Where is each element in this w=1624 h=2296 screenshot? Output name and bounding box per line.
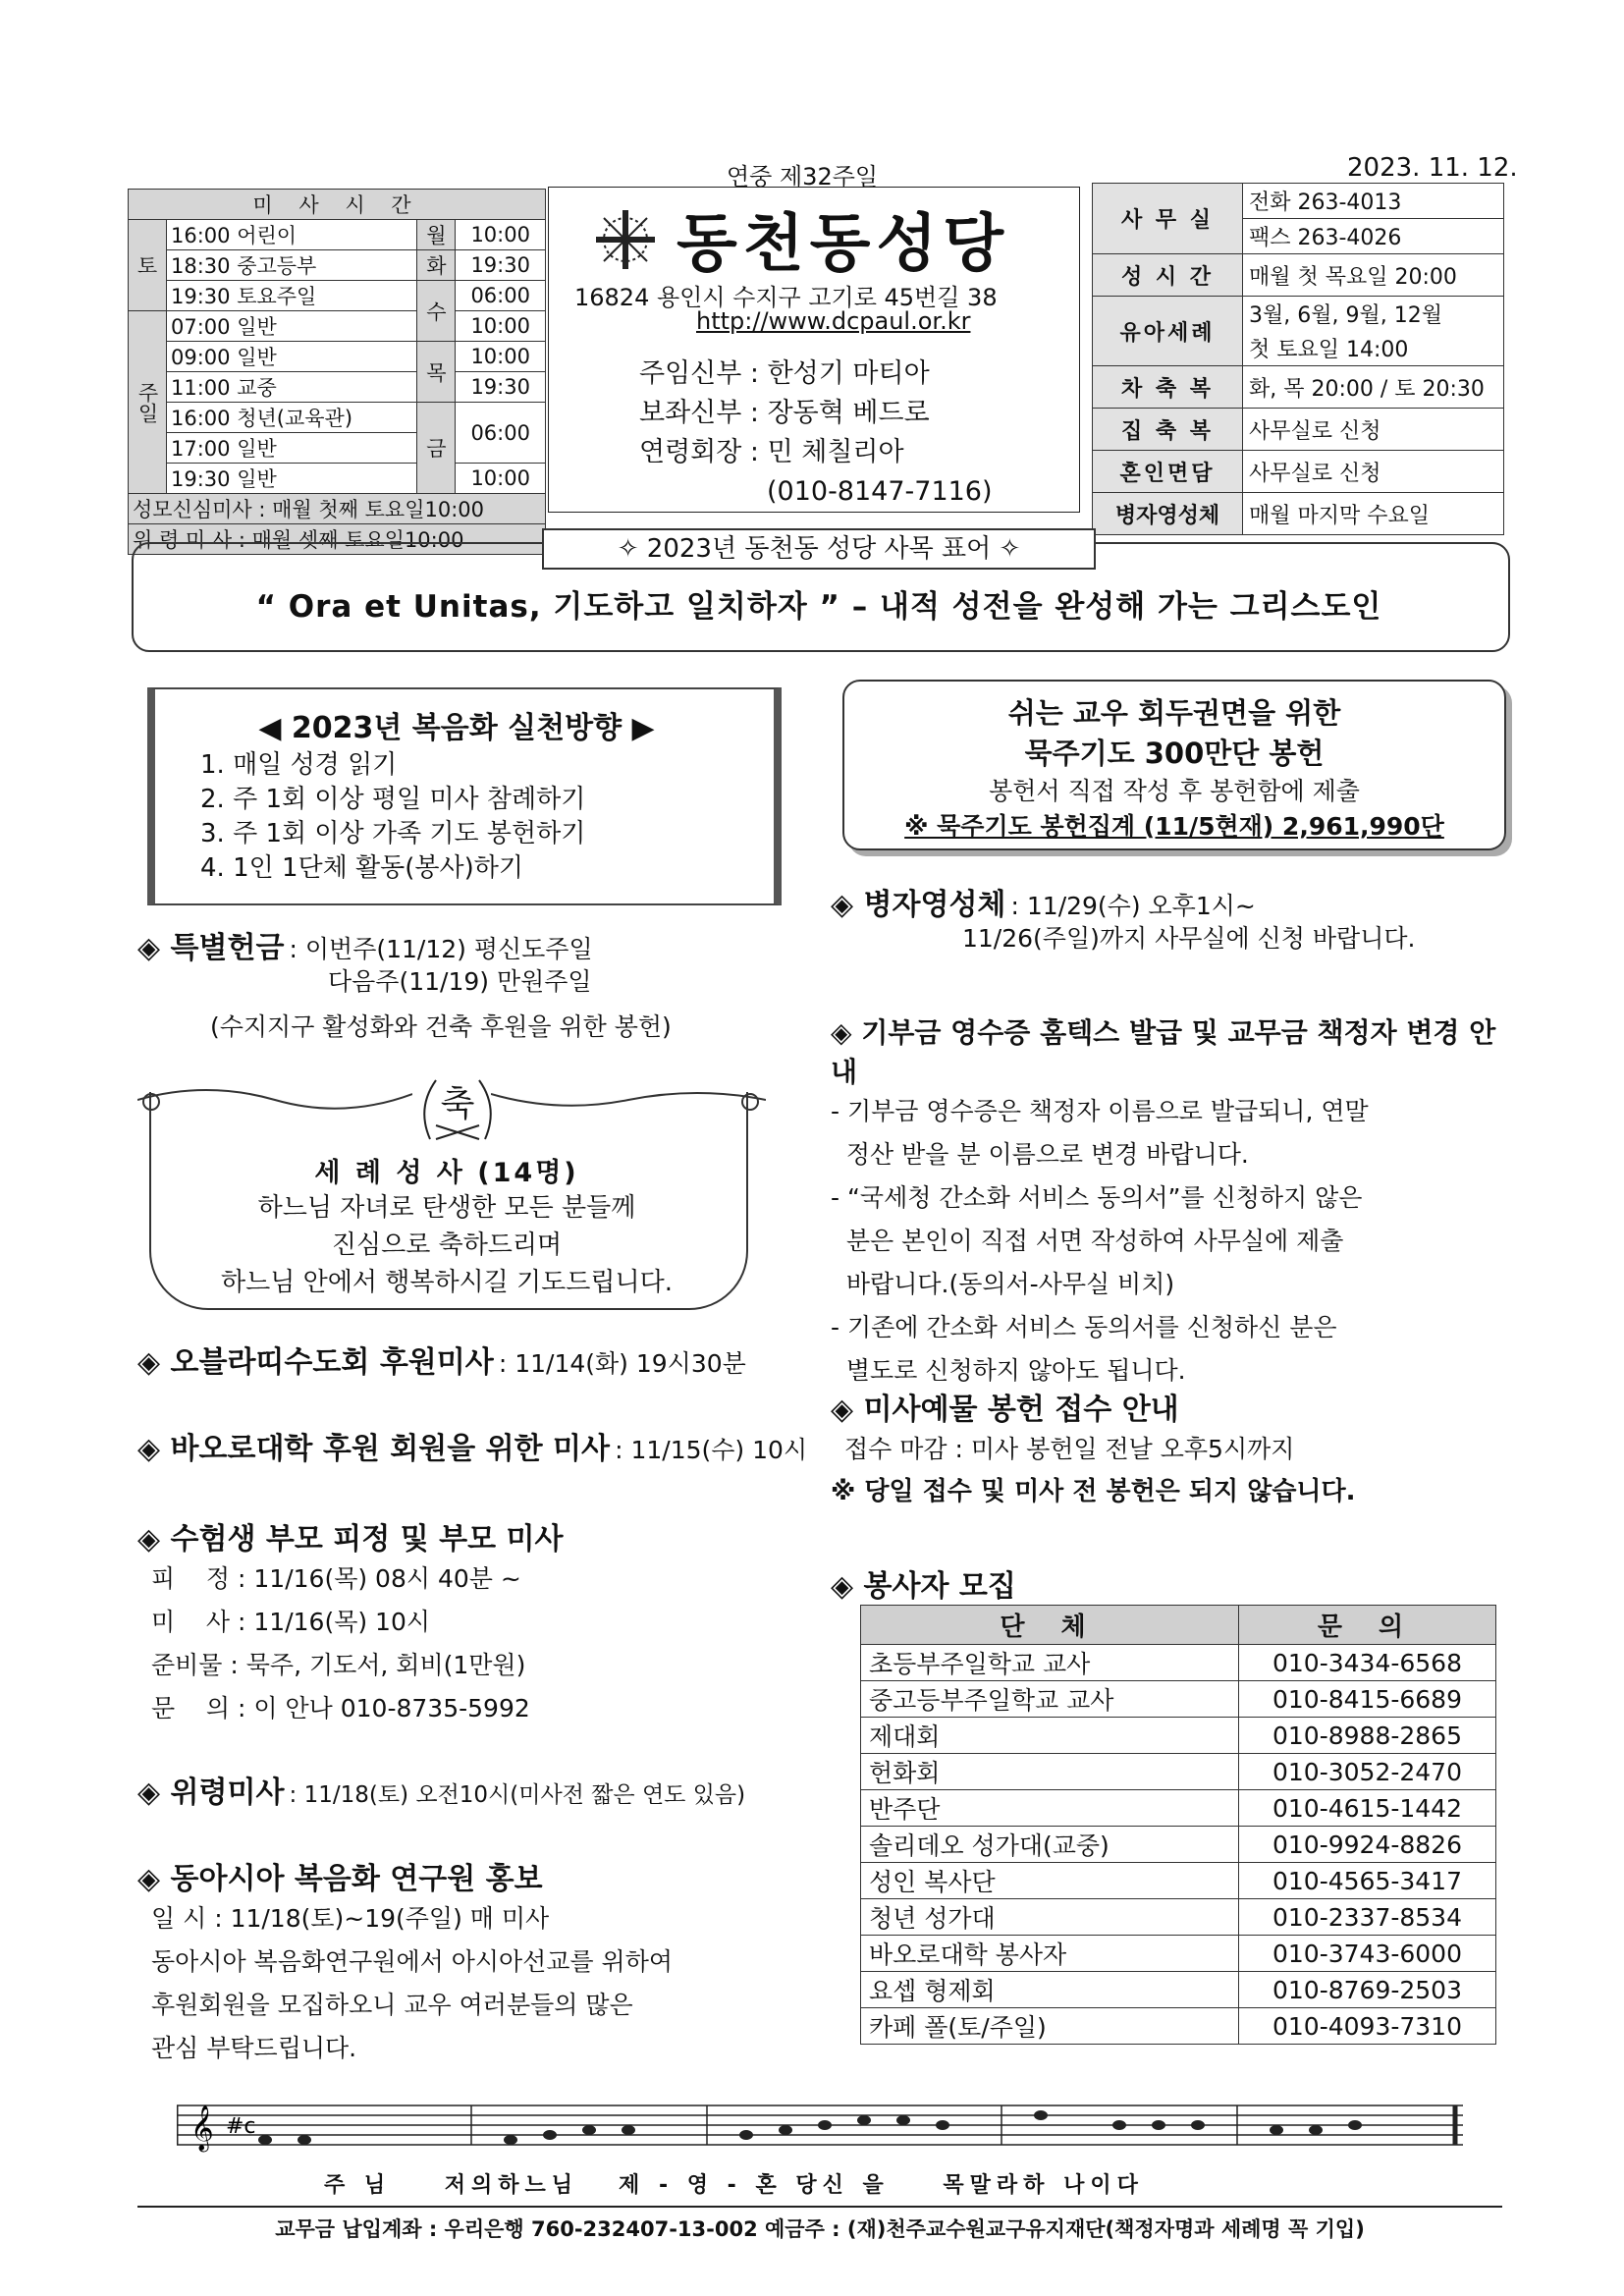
motto-text: “ Ora et Unitas, 기도하고 일치하자 ” – 내적 성전을 완성해 가는 그리스도인 <box>255 589 1382 625</box>
volunteer-phone: 010-4615-1442 <box>1239 1790 1496 1827</box>
week-label: 연중 제32주일 <box>727 163 879 191</box>
baptism-line: 하느님 안에서 행복하시길 기도드립니다. <box>220 1268 674 1297</box>
office-label: 혼인면담 <box>1093 451 1243 493</box>
oblate-title: ◈ 오블라띠수도회 후원미사 <box>137 1345 494 1380</box>
east-asia-section <box>137 1854 673 2070</box>
table-row <box>861 1899 1496 1936</box>
volunteers-table <box>860 1605 1496 2045</box>
table-row <box>861 1972 1496 2008</box>
exam-line: 문 의 : 이 안나 010-8735-5992 <box>151 1694 530 1722</box>
exam-title: ◈ 수험생 부모 피정 및 부모 미사 <box>137 1522 564 1557</box>
parish-address: 16824 용인시 수지구 고기로 45번길 38 <box>574 284 998 311</box>
sat-mass: 16:00 어린이 <box>167 220 417 250</box>
parish-header-box <box>548 187 1080 513</box>
sunday-label: 주일 <box>129 311 167 494</box>
rosary-line1: 쉬는 교우 회두권면을 위한 <box>1007 696 1341 730</box>
list-item: 3. 주 1회 이상 가족 기도 봉헌하기 <box>200 819 586 848</box>
exam-section <box>137 1514 564 1730</box>
clergy-list: 주임신부 : 한성기 마티아 보좌신부 : 장동혁 베드로 연령회장 : 민 체칠리아 (010-8147-7116) <box>639 355 993 512</box>
volunteer-phone: 010-3434-6568 <box>1239 1645 1496 1681</box>
oblate-section <box>137 1338 746 1386</box>
receipt-title: ◈ 기부금 영수증 홈텍스 발급 및 교무금 책정자 변경 안내 <box>831 1016 1496 1088</box>
office-label: 차 축 복 <box>1093 366 1243 409</box>
sick-communion-line2: 11/26(주일)까지 사무실에 신청 바랍니다. <box>962 924 1416 953</box>
mon-time: 10:00 <box>456 220 546 250</box>
volunteers-title: ◈ 봉사자 모집 <box>831 1569 1016 1604</box>
receipt-line: - 기부금 영수증은 책정자 이름으로 발급되니, 연말 <box>831 1097 1369 1125</box>
volunteer-group: 제대회 <box>861 1718 1239 1754</box>
table-row <box>861 1754 1496 1790</box>
baptism-badge: 축 <box>440 1084 475 1124</box>
office-value: 3월, 6월, 9월, 12월 <box>1243 297 1504 332</box>
mass-offering-section <box>831 1385 1356 1507</box>
footer-account: 교무금 납입계좌 : 우리은행 760-232407-13-002 예금주 : (재)천주교수원교구유지재단(책정자명과 세례명 꼭 기입) <box>275 2217 1365 2241</box>
svg-text:#c: #c <box>226 2114 256 2139</box>
volunteer-phone: 010-8988-2865 <box>1239 1718 1496 1754</box>
mass-offering-line2: ※ 당일 접수 및 미사 전 봉헌은 되지 않습니다. <box>831 1477 1356 1506</box>
office-value: 화, 목 20:00 / 토 20:30 <box>1243 366 1504 409</box>
office-label: 병자영성체 <box>1093 493 1243 535</box>
office-value: 팩스 263-4026 <box>1243 219 1504 254</box>
special-offering-title: ◈ 특별헌금 <box>137 931 285 965</box>
requiem-section <box>137 1768 745 1811</box>
paul-univ-section <box>137 1424 807 1472</box>
receipt-line: 바랍니다.(동의서-사무실 비치) <box>831 1270 1175 1298</box>
motto-title: ✧ 2023년 동천동 성당 사목 표어 ✧ <box>542 528 1096 570</box>
volunteer-phone: 010-3743-6000 <box>1239 1936 1496 1972</box>
sun-mass: 19:30 일반 <box>167 464 417 494</box>
east-asia-line: 동아시아 복음화연구원에서 아시아선교를 위하여 <box>151 1947 673 1976</box>
east-asia-line: 후원회원을 모집하오니 교우 여러분들의 많은 <box>151 1991 633 2019</box>
receipt-section <box>831 1011 1518 1393</box>
office-value: 매월 첫 목요일 20:00 <box>1243 254 1504 297</box>
clergy-phone: (010-8147-7116) <box>767 476 993 507</box>
tue-time: 19:30 <box>456 250 546 281</box>
clergy-role: 연령회장 <box>639 437 742 467</box>
baptism-title: 세 례 성 사 (14명) <box>314 1158 579 1188</box>
paul-univ-text: : 11/15(수) 10시 <box>615 1436 808 1464</box>
thu-time: 10:00 <box>456 342 546 372</box>
receipt-line: - 기존에 간소화 서비스 동의서를 신청하신 분은 <box>831 1313 1337 1341</box>
wed-time: 10:00 <box>456 311 546 342</box>
office-info <box>1092 183 1504 535</box>
baptism-line: 진심으로 축하드리며 <box>331 1230 563 1260</box>
volunteer-group: 솔리데오 성가대(교중) <box>861 1827 1239 1863</box>
rosary-line3: 봉헌서 직접 작성 후 봉헌함에 제출 <box>989 777 1360 805</box>
receipt-line: 별도로 신청하지 않아도 됩니다. <box>831 1356 1186 1385</box>
oblate-text: : 11/14(화) 19시30분 <box>498 1349 746 1378</box>
list-item: 1. 매일 성경 읽기 <box>200 750 398 780</box>
mass-note: 성모신심미사 : 매월 첫째 토요일10:00 <box>129 494 546 524</box>
baptism-text <box>149 1151 744 1301</box>
volunteer-phone: 010-2337-8534 <box>1239 1899 1496 1936</box>
rosary-box <box>842 680 1506 850</box>
parish-cross-icon <box>586 205 665 278</box>
mass-offering-line1: 접수 마감 : 미사 봉헌일 전날 오후5시까지 <box>844 1435 1295 1463</box>
sun-mass: 07:00 일반 <box>167 311 417 342</box>
baptism-line: 하느님 자녀로 탄생한 모든 분들께 <box>257 1193 636 1223</box>
rosary-line2: 묵주기도 300만단 봉헌 <box>1024 737 1325 770</box>
list-item: 2. 주 1회 이상 평일 미사 참례하기 <box>200 785 586 814</box>
special-offering-line2: 다음주(11/19) 만원주일 <box>328 967 592 996</box>
requiem-text: : 11/18(토) 오전10시(미사전 짧은 연도 있음) <box>289 1782 746 1808</box>
receipt-line: 정산 받을 분 이름으로 변경 바랍니다. <box>831 1140 1249 1169</box>
exam-line: 준비물 : 묵주, 기도서, 회비(1만원) <box>151 1651 526 1679</box>
volunteer-group: 초등부주일학교 교사 <box>861 1645 1239 1681</box>
volunteer-phone: 010-8415-6689 <box>1239 1681 1496 1718</box>
east-asia-line: 일 시 : 11/18(토)~19(주일) 매 미사 <box>151 1904 550 1933</box>
ribbon-right-icon <box>491 1080 766 1123</box>
sun-mass: 16:00 청년(교육관) <box>167 403 417 433</box>
volunteer-group: 중고등부주일학교 교사 <box>861 1681 1239 1718</box>
wed-time: 06:00 <box>456 281 546 311</box>
weekday-thu: 목 <box>417 342 456 403</box>
issue-date: 2023. 11. 12. <box>1347 153 1518 183</box>
clergy-role: 주임신부 <box>639 358 742 389</box>
sat-mass: 18:30 중고등부 <box>167 250 417 281</box>
mass-title: 미 사 시 간 <box>129 190 546 220</box>
volunteer-group: 헌화회 <box>861 1754 1239 1790</box>
volunteers-col1: 단 체 <box>861 1606 1239 1645</box>
sat-mass: 19:30 토요주일 <box>167 281 417 311</box>
receipt-line: 분은 본인이 직접 서면 작성하여 사무실에 제출 <box>831 1227 1344 1255</box>
rosary-line4: ※ 묵주기도 봉헌집계 (11/5현재) 2,961,990단 <box>904 812 1444 841</box>
office-label: 유아세례 <box>1093 297 1243 366</box>
requiem-title: ◈ 위령미사 <box>137 1776 285 1810</box>
sun-mass: 17:00 일반 <box>167 433 417 464</box>
table-row <box>861 1790 1496 1827</box>
special-offering-line3: (수지지구 활성화와 건축 후원을 위한 봉헌) <box>210 1012 672 1041</box>
footer-rule <box>137 2206 1502 2208</box>
music-staff <box>177 2096 1463 2178</box>
weekday-tue: 화 <box>417 250 456 281</box>
parish-name: 동천동성당 <box>677 208 1010 281</box>
volunteer-group: 카페 폴(토/주일) <box>861 2008 1239 2045</box>
list-item: 4. 1인 1단체 활동(봉사)하기 <box>200 853 524 883</box>
special-offering-line1: : 이번주(11/12) 평신도주일 <box>289 935 593 963</box>
weekday-mon: 월 <box>417 220 456 250</box>
volunteer-group: 바오로대학 봉사자 <box>861 1936 1239 1972</box>
volunteer-phone: 010-8769-2503 <box>1239 1972 1496 2008</box>
table-row <box>861 1863 1496 1899</box>
east-asia-line: 관심 부탁드립니다. <box>151 2034 357 2062</box>
table-row <box>861 2008 1496 2045</box>
mass-note: 위 령 미 사 : 매월 셋째 토요일10:00 <box>129 524 546 555</box>
clergy-name: 한성기 마티아 <box>767 358 930 389</box>
volunteer-phone: 010-3052-2470 <box>1239 1754 1496 1790</box>
thu-time: 19:30 <box>456 372 546 403</box>
office-label: 성 시 간 <box>1093 254 1243 297</box>
office-value: 사무실로 신청 <box>1243 409 1504 451</box>
evangelization-list <box>200 748 585 886</box>
table-row <box>861 1718 1496 1754</box>
receipt-line: - “국세청 간소화 서비스 동의서”를 신청하지 않은 <box>831 1183 1363 1212</box>
table-row <box>861 1645 1496 1681</box>
volunteer-group: 요셉 형제회 <box>861 1972 1239 2008</box>
weekday-fri: 금 <box>417 403 456 494</box>
table-row <box>861 1827 1496 1863</box>
office-value: 사무실로 신청 <box>1243 451 1504 493</box>
ribbon-left-icon <box>137 1080 412 1123</box>
office-label: 집 축 복 <box>1093 409 1243 451</box>
volunteer-group: 성인 복사단 <box>861 1863 1239 1899</box>
clergy-name: 장동혁 베드로 <box>767 398 930 428</box>
mass-offering-title: ◈ 미사예물 봉헌 접수 안내 <box>831 1393 1179 1427</box>
fri-time: 06:00 <box>456 403 546 464</box>
volunteer-phone: 010-4565-3417 <box>1239 1863 1496 1899</box>
weekday-wed: 수 <box>417 281 456 342</box>
parish-website[interactable]: http://www.dcpaul.or.kr <box>696 307 971 335</box>
office-value: 첫 토요일 14:00 <box>1243 331 1504 366</box>
clergy-role: 보좌신부 <box>639 398 742 428</box>
fri-time: 10:00 <box>456 464 546 494</box>
evangelization-title: ◀ 2023년 복음화 실천방향 ▶ <box>258 711 655 745</box>
east-asia-title: ◈ 동아시아 복음화 연구원 홍보 <box>137 1862 543 1896</box>
sun-mass: 11:00 교중 <box>167 372 417 403</box>
volunteer-group: 청년 성가대 <box>861 1899 1239 1936</box>
office-label: 사 무 실 <box>1093 184 1243 254</box>
office-value: 매월 마지막 수요일 <box>1243 493 1504 535</box>
sick-communion-line1: : 11/29(수) 오후1시~ <box>1010 892 1256 920</box>
table-row <box>861 1681 1496 1718</box>
table-row <box>861 1936 1496 1972</box>
sick-communion-title: ◈ 병자영성체 <box>831 888 1006 922</box>
music-lyrics: 주 님 저의하느님 제 - 영 - 혼 당신 을 목말라하 나이다 <box>324 2173 1144 2198</box>
sun-mass: 09:00 일반 <box>167 342 417 372</box>
clergy-name: 민 체칠리아 <box>767 437 904 467</box>
volunteers-col2: 문 의 <box>1239 1606 1496 1645</box>
volunteer-phone: 010-4093-7310 <box>1239 2008 1496 2045</box>
volunteer-group: 반주단 <box>861 1790 1239 1827</box>
paul-univ-title: ◈ 바오로대학 후원 회원을 위한 미사 <box>137 1432 611 1466</box>
exam-line: 미 사 : 11/16(목) 10시 <box>151 1608 431 1636</box>
volunteer-phone: 010-9924-8826 <box>1239 1827 1496 1863</box>
svg-text:𝄞: 𝄞 <box>190 2105 214 2151</box>
exam-line: 피 정 : 11/16(목) 08시 40분 ~ <box>151 1564 521 1593</box>
mass-schedule <box>128 189 546 555</box>
saturday-label: 토 <box>129 220 167 311</box>
office-value: 전화 263-4013 <box>1243 184 1504 219</box>
